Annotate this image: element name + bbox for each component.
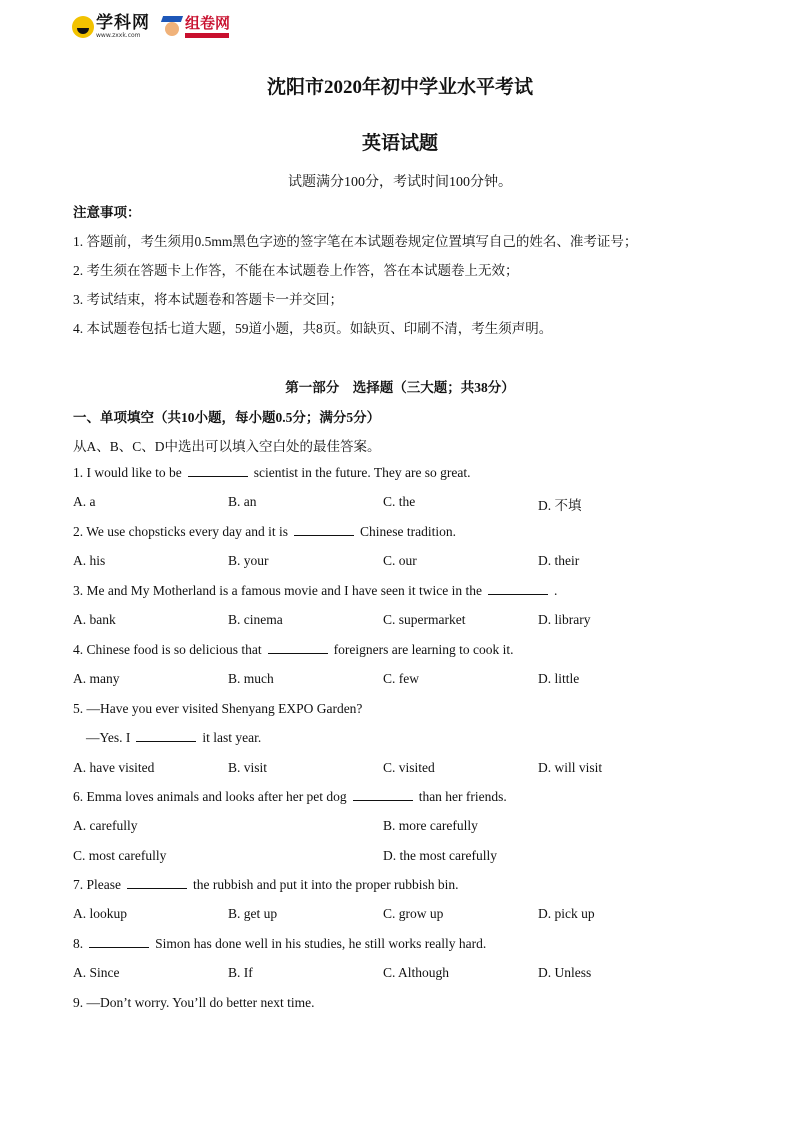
option: D. will visit bbox=[538, 760, 603, 775]
exam-subtitle: 英语试题 bbox=[361, 133, 438, 154]
answer-blank bbox=[136, 740, 196, 742]
question-8: 8. Simon has done well in his studies, he still works really hard. bbox=[73, 936, 487, 951]
student-icon bbox=[162, 16, 182, 38]
option: D. library bbox=[538, 612, 591, 627]
option: A. carefully bbox=[73, 818, 138, 833]
option: C. few bbox=[383, 671, 419, 686]
header-logos bbox=[72, 10, 230, 44]
question-2: 2. We use chopsticks every day and it is Chinese tradition. bbox=[73, 524, 456, 539]
logo2-text: 组卷网 bbox=[185, 14, 231, 32]
option: D. 不填 bbox=[538, 498, 582, 513]
question-3: 3. Me and My Motherland is a famous movie and I have seen it twice in the . bbox=[73, 583, 558, 598]
option: B. cinema bbox=[228, 612, 283, 627]
option: C. our bbox=[383, 553, 417, 568]
notice-heading: 注意事项： bbox=[73, 205, 141, 220]
option: B. more carefully bbox=[383, 818, 478, 833]
zxxk-logo bbox=[72, 15, 150, 39]
option: A. bank bbox=[73, 612, 116, 627]
exam-title: 沈阳市2020年初中学业水平考试 bbox=[266, 77, 533, 98]
logo1-url: www.zxxk.com bbox=[96, 32, 141, 39]
answer-blank bbox=[89, 946, 149, 948]
option: D. pick up bbox=[538, 906, 595, 921]
question-9: 9. —Don’t worry. You’ll do better next time. bbox=[73, 995, 315, 1010]
answer-blank bbox=[188, 475, 248, 477]
answer-blank bbox=[127, 887, 187, 889]
question-5: 5. —Have you ever visited Shenyang EXPO Garden? bbox=[73, 701, 363, 716]
option: D. Unless bbox=[538, 965, 592, 980]
option: B. If bbox=[228, 965, 253, 980]
logo2-banner bbox=[185, 33, 229, 38]
option: B. visit bbox=[228, 760, 268, 775]
option: B. an bbox=[228, 494, 257, 509]
option: D. the most carefully bbox=[383, 848, 497, 863]
option: C. grow up bbox=[383, 906, 444, 921]
zujuan-logo bbox=[162, 16, 230, 38]
section-instruction: 从A、B、C、D中选出可以填入空白处的最佳答案。 bbox=[73, 439, 381, 454]
option: C. visited bbox=[383, 760, 435, 775]
smiley-icon bbox=[72, 16, 94, 38]
question-4: 4. Chinese food is so delicious that foreigners are learning to cook it. bbox=[73, 642, 514, 657]
option: C. the bbox=[383, 494, 416, 509]
answer-blank bbox=[294, 534, 354, 536]
option: A. lookup bbox=[73, 906, 127, 921]
exam-info: 试题满分100分，考试时间100分钟。 bbox=[288, 175, 512, 190]
answer-blank bbox=[268, 652, 328, 654]
notice-item: 1. 答题前，考生须用0.5mm黑色字迹的签字笔在本试题卷规定位置填写自己的姓名、准考证号； bbox=[73, 234, 638, 249]
answer-blank bbox=[488, 593, 548, 595]
option: B. your bbox=[228, 553, 269, 568]
option: D. little bbox=[538, 671, 580, 686]
option: A. his bbox=[73, 553, 106, 568]
logo1-text: 学科网 bbox=[96, 13, 150, 33]
notice-item: 3. 考试结束，将本试题卷和答题卡一并交回； bbox=[73, 292, 343, 307]
question-5-response: —Yes. I it last year. bbox=[86, 730, 262, 745]
option: C. Although bbox=[383, 965, 450, 980]
question-7: 7. Please the rubbish and put it into the proper rubbish bin. bbox=[73, 877, 459, 892]
notice-item: 2. 考生须在答题卡上作答，不能在本试题卷上作答，答在本试题卷上无效； bbox=[73, 263, 519, 278]
option: A. have visited bbox=[73, 760, 155, 775]
section-heading: 一、单项填空（共10小题，每小题0.5分；满分5分） bbox=[73, 410, 381, 425]
option: D. their bbox=[538, 553, 580, 568]
option: C. supermarket bbox=[383, 612, 466, 627]
option: C. most carefully bbox=[73, 848, 167, 863]
option: A. many bbox=[73, 671, 120, 686]
option: B. much bbox=[228, 671, 274, 686]
option: A. a bbox=[73, 494, 96, 509]
answer-blank bbox=[353, 799, 413, 801]
part-heading: 第一部分 选择题（三大题；共38分） bbox=[285, 380, 515, 395]
option: A. Since bbox=[73, 965, 120, 980]
question-1: 1. I would like to be scientist in the future. They are so great. bbox=[73, 465, 471, 480]
notice-item: 4. 本试题卷包括七道大题，59道小题，共8页。如缺页、印刷不清，考生须声明。 bbox=[73, 321, 553, 336]
question-6: 6. Emma loves animals and looks after her pet dog than her friends. bbox=[73, 789, 507, 804]
option: B. get up bbox=[228, 906, 278, 921]
